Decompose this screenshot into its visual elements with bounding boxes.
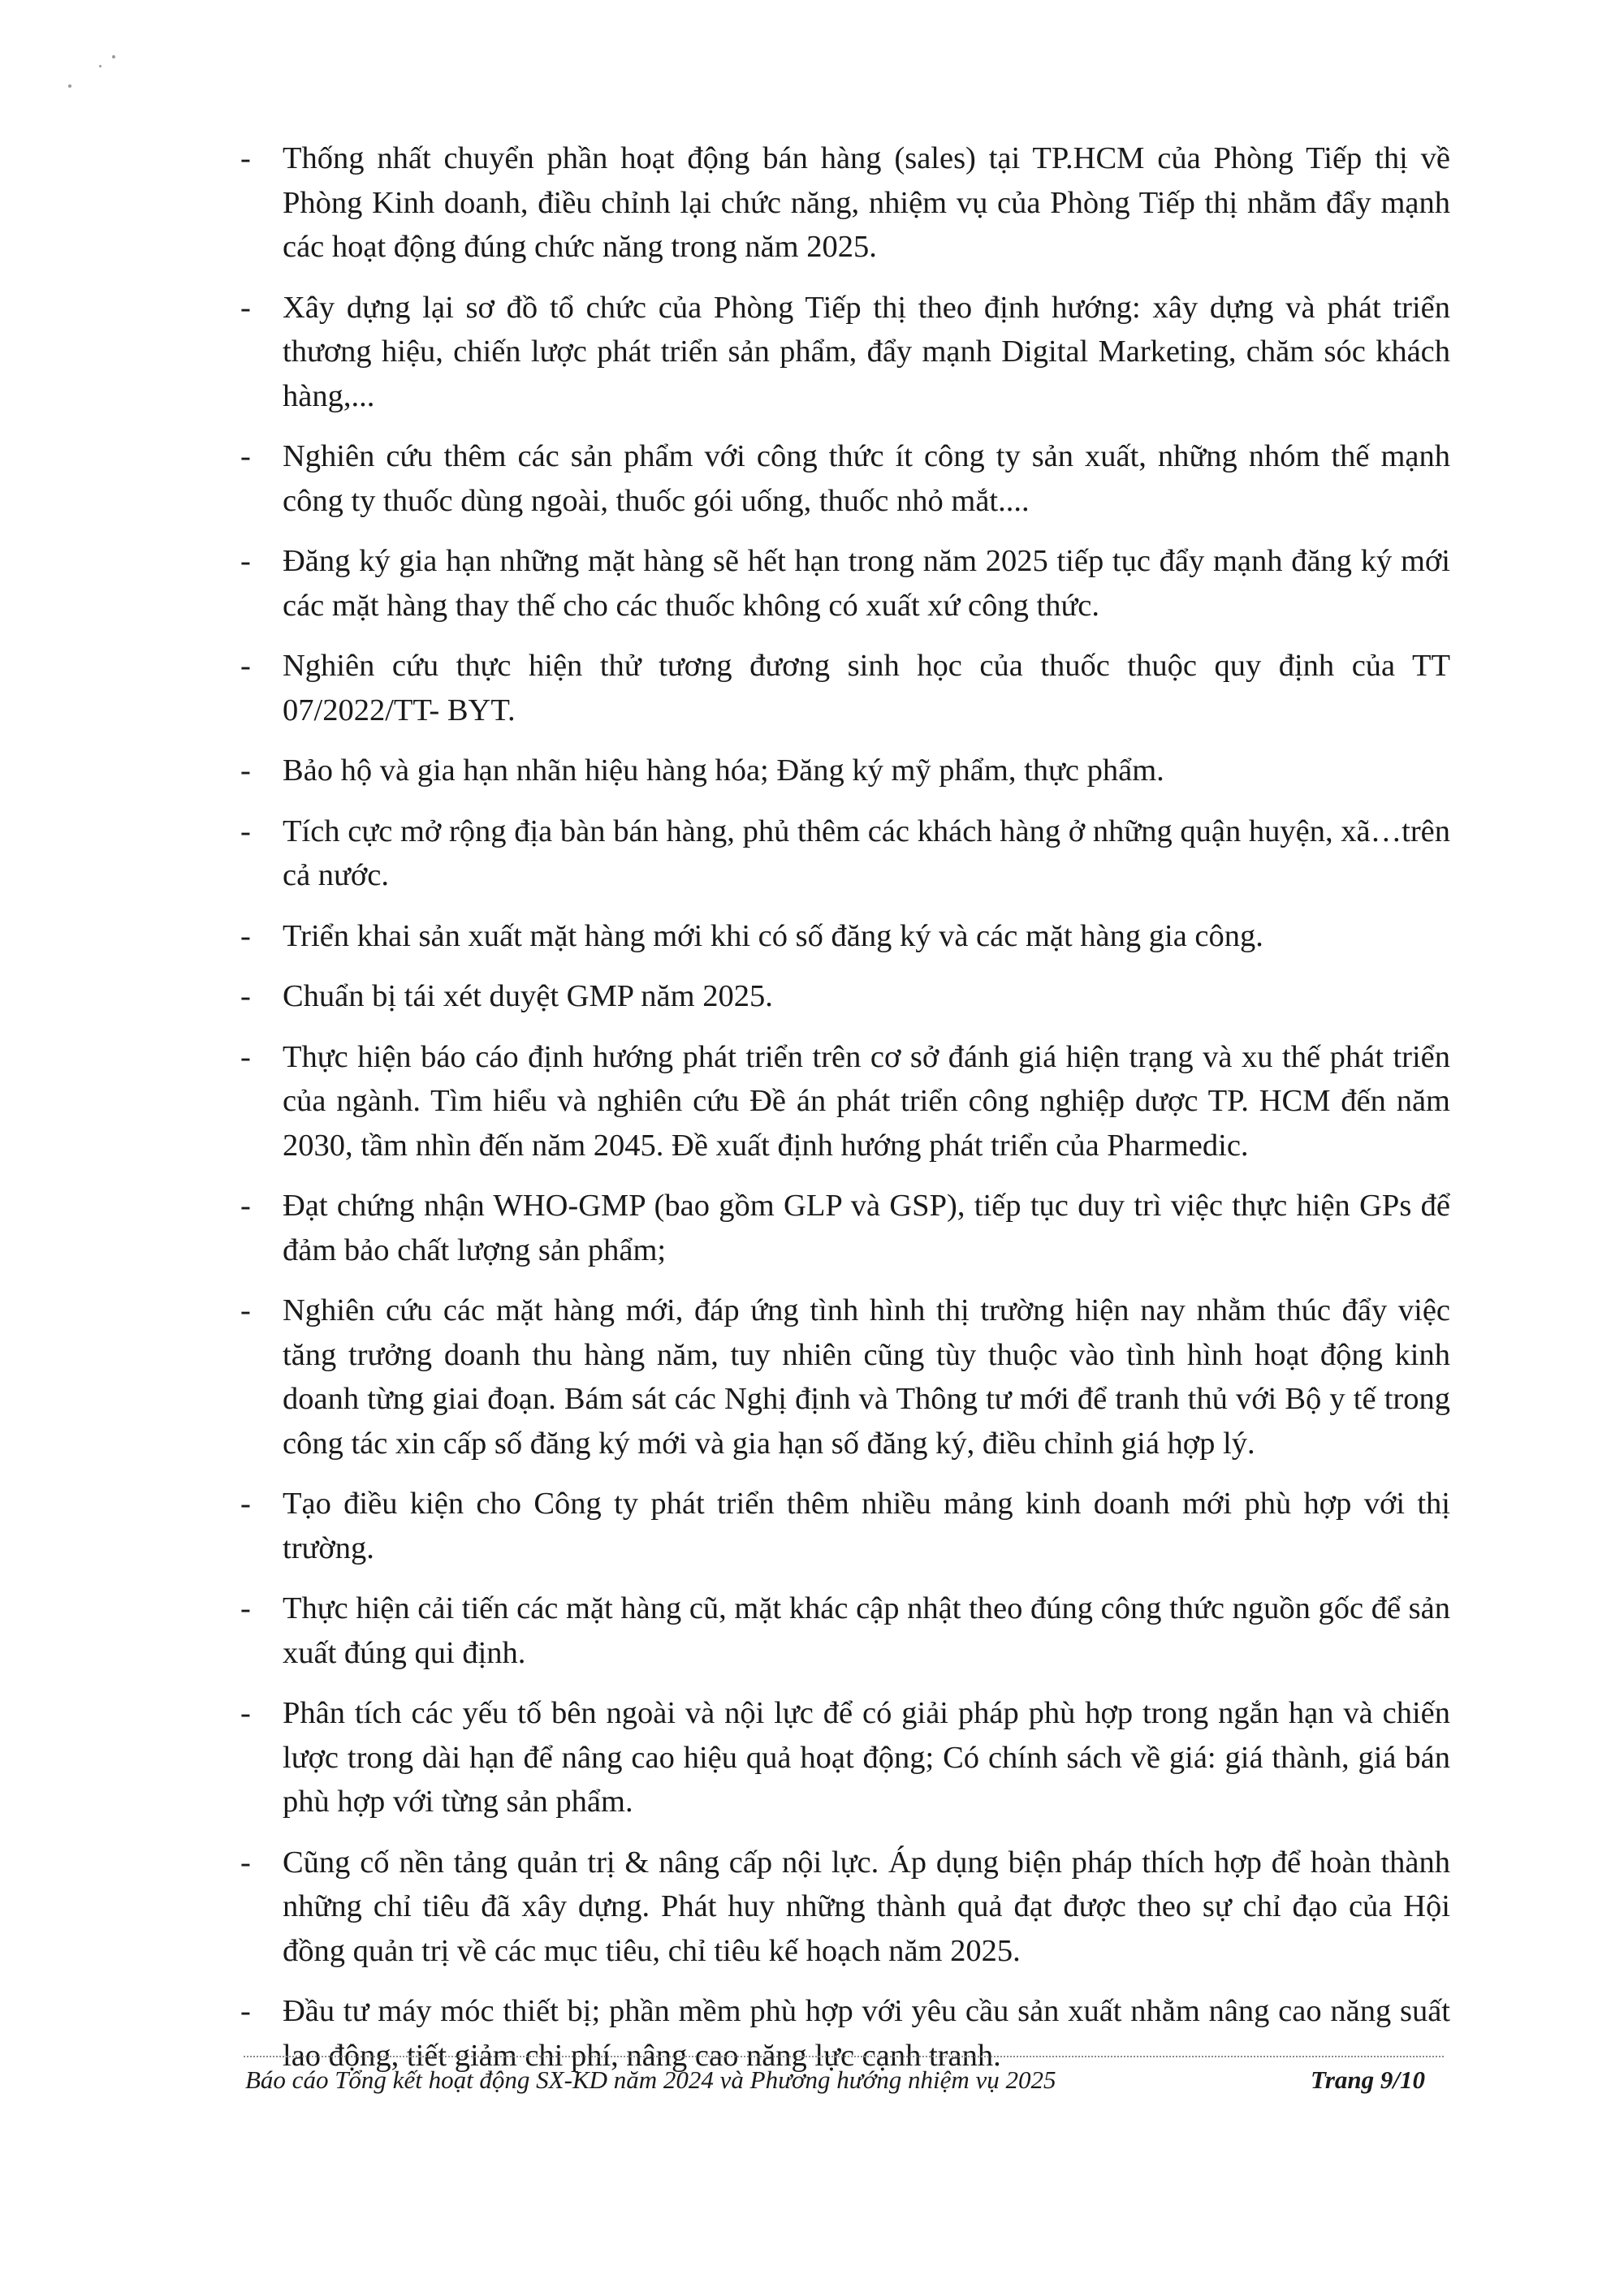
list-item-text: Xây dựng lại sơ đồ tổ chức của Phòng Tiếp thị theo định hướng: xây dựng và phát triển thương hiệu, chiến lược phát triển sản phẩm, đẩy mạnh Digital Marketing, chăm sóc khách hàng,... xyxy=(283,290,1450,413)
page-number: Trang 9/10 xyxy=(1311,2065,1425,2094)
bullet-dash: - xyxy=(240,1039,251,1074)
list-item xyxy=(240,1586,1450,1675)
list-item-text: Bảo hộ và gia hạn nhãn hiệu hàng hóa; Đăng ký mỹ phẩm, thực phẩm. xyxy=(283,753,1164,788)
list-item-text: Nghiên cứu thêm các sản phẩm với công thức ít công ty sản xuất, những nhóm thế mạnh công ty thuốc dùng ngoài, thuốc gói uống, thuốc nhỏ mắt.... xyxy=(283,439,1450,518)
bullet-dash: - xyxy=(240,814,251,848)
bullet-dash: - xyxy=(240,1591,251,1625)
bullet-dash: - xyxy=(240,649,251,683)
list-item-text: Đạt chứng nhận WHO-GMP (bao gồm GLP và GSP), tiếp tục duy trì việc thực hiện GPs để đảm bảo chất lượng sản phẩm; xyxy=(283,1189,1450,1267)
list-item-text: Thực hiện cải tiến các mặt hàng cũ, mặt khác cập nhật theo đúng công thức nguồn gốc để sản xuất đúng qui định. xyxy=(283,1591,1450,1670)
bullet-dash: - xyxy=(240,1487,251,1521)
bullet-dash: - xyxy=(240,1189,251,1223)
list-item-text: Nghiên cứu các mặt hàng mới, đáp ứng tình hình thị trường hiện nay nhằm thúc đẩy việc tăng trưởng doanh thu hàng năm, tuy nhiên cũng tùy thuộc vào tình hình hoạt động kinh doanh từng giai đoạn. Bám sát các Nghị định và Thông tư mới để tranh thủ với Bộ y tế trong công tác xin cấp số đăng ký mới và gia hạn số đăng ký, điều chỉnh giá hợp lý. xyxy=(283,1293,1450,1461)
bullet-dash: - xyxy=(240,753,251,788)
list-item xyxy=(240,1035,1450,1168)
bullet-dash: - xyxy=(240,141,251,175)
list-item-text: Phân tích các yếu tố bên ngoài và nội lực để có giải pháp phù hợp trong ngắn hạn và chiến lược trong dài hạn để nâng cao hiệu quả hoạt động; Có chính sách về giá: giá thành, giá bán phù hợp với từng sản phẩm. xyxy=(283,1696,1450,1819)
list-item xyxy=(240,1841,1450,1974)
list-item-text: Thực hiện báo cáo định hướng phát triển trên cơ sở đánh giá hiện trạng và xu thế phát triển của ngành. Tìm hiểu và nghiên cứu Đề án phát triển công nghiệp dược TP. HCM đến năm 2030, tầm nhìn đến năm 2045. Đề xuất định hướng phát triển của Pharmedic. xyxy=(283,1039,1450,1163)
bullet-dash: - xyxy=(240,1293,251,1327)
list-item-text: Nghiên cứu thực hiện thử tương đương sinh học của thuốc thuộc quy định của TT 07/2022/TT- BYT. xyxy=(283,649,1450,727)
bullet-dash: - xyxy=(240,1696,251,1730)
bullet-dash: - xyxy=(240,1845,251,1880)
list-item xyxy=(240,286,1450,419)
list-item xyxy=(240,1288,1450,1465)
scan-speck xyxy=(68,84,71,88)
list-item xyxy=(240,1691,1450,1824)
list-item-text: Đăng ký gia hạn những mặt hàng sẽ hết hạn trong năm 2025 tiếp tục đẩy mạnh đăng ký mới các mặt hàng thay thế cho các thuốc không có xuất xứ công thức. xyxy=(283,544,1450,623)
list-item xyxy=(240,644,1450,732)
list-item xyxy=(240,1482,1450,1570)
list-item xyxy=(240,539,1450,628)
list-item xyxy=(240,434,1450,523)
bullet-dash: - xyxy=(240,918,251,953)
list-item-text: Thống nhất chuyển phần hoạt động bán hàng (sales) tại TP.HCM của Phòng Tiếp thị về Phòng Kinh doanh, điều chỉnh lại chức năng, nhiệm vụ của Phòng Tiếp thị nhằm đẩy mạnh các hoạt động đúng chức năng trong năm 2025. xyxy=(283,141,1450,264)
list-item xyxy=(240,1184,1450,1272)
list-item-text: Tạo điều kiện cho Công ty phát triển thêm nhiều mảng kinh doanh mới phù hợp với thị trường. xyxy=(283,1487,1450,1565)
bullet-dash: - xyxy=(240,290,251,325)
list-item-text: Triển khai sản xuất mặt hàng mới khi có số đăng ký và các mặt hàng gia công. xyxy=(283,918,1263,953)
list-item xyxy=(240,809,1450,898)
scan-speck xyxy=(99,65,102,67)
list-item xyxy=(240,136,1450,270)
list-item-text: Đầu tư máy móc thiết bị; phần mềm phù hợp với yêu cầu sản xuất nhằm nâng cao năng suất lao động, tiết giảm chi phí, nâng cao năng lực cạnh tranh. xyxy=(283,1994,1450,2073)
bullet-dash: - xyxy=(240,439,251,473)
list-item-text: Cũng cố nền tảng quản trị & nâng cấp nội lực. Áp dụng biện pháp thích hợp để hoàn thành những chỉ tiêu đã xây dựng. Phát huy những thành quả đạt được theo sự chỉ đạo của Hội đồng quản trị về các mục tiêu, chỉ tiêu kế hoạch năm 2025. xyxy=(283,1845,1450,1968)
action-plan-list xyxy=(240,136,1450,2094)
footer-title: Báo cáo Tổng kết hoạt động SX-KD năm 2024 và Phương hướng nhiệm vụ 2025 xyxy=(245,2065,1056,2094)
list-item xyxy=(240,749,1450,793)
list-item xyxy=(240,974,1450,1019)
scan-speck xyxy=(112,55,115,58)
bullet-dash: - xyxy=(240,544,251,578)
footer-divider xyxy=(244,2056,1444,2057)
list-item xyxy=(240,914,1450,959)
bullet-dash: - xyxy=(240,1994,251,2028)
list-item-text: Tích cực mở rộng địa bàn bán hàng, phủ thêm các khách hàng ở những quận huyện, xã…trên cả nước. xyxy=(283,814,1450,892)
bullet-dash: - xyxy=(240,979,251,1013)
list-item-text: Chuẩn bị tái xét duyệt GMP năm 2025. xyxy=(283,979,773,1013)
